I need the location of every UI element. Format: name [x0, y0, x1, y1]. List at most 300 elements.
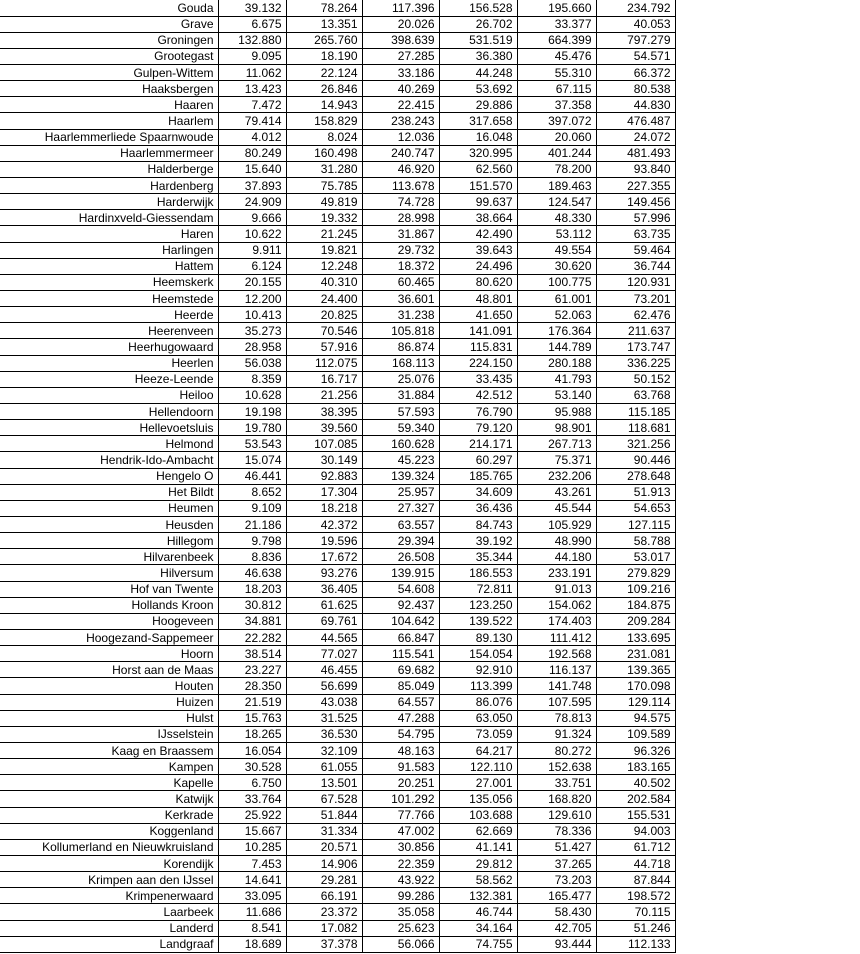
- municipality-name: Hillegom: [166, 533, 214, 548]
- municipality-name-cell: [0, 371, 218, 387]
- value-cell: 85.049: [362, 678, 439, 694]
- value-cell: 481.493: [596, 145, 675, 161]
- value-cell: 29.732: [362, 242, 439, 258]
- value-cell: 25.957: [362, 484, 439, 500]
- value-cell: 48.990: [517, 533, 596, 549]
- value-cell: 33.751: [517, 775, 596, 791]
- value-cell: 40.053: [596, 16, 675, 32]
- value-cell: 11.686: [218, 904, 286, 920]
- municipality-name-cell: [0, 500, 218, 516]
- municipality-name-cell: [0, 823, 218, 839]
- table-row: [0, 48, 675, 64]
- table-row: [0, 274, 675, 290]
- value-cell: 94.575: [596, 710, 675, 726]
- value-cell: 79.120: [439, 420, 517, 436]
- municipality-name: Groningen: [157, 33, 214, 48]
- value-cell: 91.013: [517, 581, 596, 597]
- value-cell: 14.641: [218, 872, 286, 888]
- value-cell: 94.003: [596, 823, 675, 839]
- municipality-name: Huizen: [176, 695, 214, 710]
- value-cell: 78.264: [286, 0, 362, 16]
- value-cell: 168.820: [517, 791, 596, 807]
- municipality-name: Hellevoetsluis: [139, 420, 214, 435]
- value-cell: 66.372: [596, 65, 675, 81]
- value-cell: 139.915: [362, 565, 439, 581]
- municipality-name-cell: [0, 48, 218, 64]
- municipality-name: Harderwijk: [156, 194, 214, 209]
- value-cell: 174.403: [517, 613, 596, 629]
- value-cell: 44.248: [439, 65, 517, 81]
- value-cell: 93.276: [286, 565, 362, 581]
- value-cell: 238.243: [362, 113, 439, 129]
- value-cell: 33.095: [218, 888, 286, 904]
- table-row: [0, 775, 675, 791]
- municipality-name: Krimpen aan den IJssel: [88, 872, 214, 887]
- value-cell: 7.453: [218, 855, 286, 871]
- value-cell: 240.747: [362, 145, 439, 161]
- value-cell: 158.829: [286, 113, 362, 129]
- value-cell: 74.728: [362, 194, 439, 210]
- value-cell: 127.115: [596, 517, 675, 533]
- value-cell: 80.249: [218, 145, 286, 161]
- value-cell: 66.847: [362, 629, 439, 645]
- value-cell: 10.413: [218, 307, 286, 323]
- table-row: [0, 258, 675, 274]
- municipality-name-cell: [0, 194, 218, 210]
- table-row: [0, 710, 675, 726]
- value-cell: 70.115: [596, 904, 675, 920]
- value-cell: 78.336: [517, 823, 596, 839]
- value-cell: 184.875: [596, 597, 675, 613]
- value-cell: 56.699: [286, 678, 362, 694]
- value-cell: 59.464: [596, 242, 675, 258]
- value-cell: 113.678: [362, 178, 439, 194]
- value-cell: 12.036: [362, 129, 439, 145]
- municipality-name: Hardenberg: [150, 178, 214, 193]
- municipality-name-cell: [0, 113, 218, 129]
- value-cell: 51.913: [596, 484, 675, 500]
- value-cell: 224.150: [439, 355, 517, 371]
- value-cell: 22.124: [286, 65, 362, 81]
- municipality-name-cell: [0, 97, 218, 113]
- value-cell: 67.528: [286, 791, 362, 807]
- value-cell: 80.272: [517, 742, 596, 758]
- value-cell: 40.310: [286, 274, 362, 290]
- municipality-name-cell: [0, 484, 218, 500]
- value-cell: 192.568: [517, 646, 596, 662]
- value-cell: 16.717: [286, 371, 362, 387]
- table-row: [0, 436, 675, 452]
- value-cell: 185.765: [439, 468, 517, 484]
- municipality-name-cell: [0, 549, 218, 565]
- value-cell: 19.332: [286, 210, 362, 226]
- table-row: [0, 178, 675, 194]
- value-cell: 43.261: [517, 484, 596, 500]
- municipality-name: Krimpenerwaard: [125, 888, 214, 903]
- value-cell: 63.050: [439, 710, 517, 726]
- value-cell: 92.437: [362, 597, 439, 613]
- municipality-name: Haarlemmerliede Spaarnwoude: [44, 130, 214, 145]
- value-cell: 48.801: [439, 291, 517, 307]
- value-cell: 38.664: [439, 210, 517, 226]
- value-cell: 46.455: [286, 662, 362, 678]
- value-cell: 211.637: [596, 323, 675, 339]
- value-cell: 20.825: [286, 307, 362, 323]
- value-cell: 227.355: [596, 178, 675, 194]
- value-cell: 7.472: [218, 97, 286, 113]
- value-cell: 186.553: [439, 565, 517, 581]
- value-cell: 104.642: [362, 613, 439, 629]
- value-cell: 51.246: [596, 920, 675, 936]
- value-cell: 46.744: [439, 904, 517, 920]
- value-cell: 96.326: [596, 742, 675, 758]
- value-cell: 90.446: [596, 452, 675, 468]
- value-cell: 8.359: [218, 371, 286, 387]
- value-cell: 231.081: [596, 646, 675, 662]
- value-cell: 6.124: [218, 258, 286, 274]
- value-cell: 80.620: [439, 274, 517, 290]
- value-cell: 35.273: [218, 323, 286, 339]
- value-cell: 321.256: [596, 436, 675, 452]
- value-cell: 36.744: [596, 258, 675, 274]
- municipality-name-cell: [0, 81, 218, 97]
- value-cell: 183.165: [596, 759, 675, 775]
- value-cell: 401.244: [517, 145, 596, 161]
- value-cell: 75.785: [286, 178, 362, 194]
- value-cell: 15.763: [218, 710, 286, 726]
- value-cell: 86.874: [362, 339, 439, 355]
- table-row: [0, 936, 675, 952]
- value-cell: 14.943: [286, 97, 362, 113]
- value-cell: 13.351: [286, 16, 362, 32]
- value-cell: 30.528: [218, 759, 286, 775]
- table-row: [0, 533, 675, 549]
- value-cell: 105.818: [362, 323, 439, 339]
- value-cell: 170.098: [596, 678, 675, 694]
- value-cell: 101.292: [362, 791, 439, 807]
- value-cell: 115.185: [596, 404, 675, 420]
- value-cell: 16.054: [218, 742, 286, 758]
- municipality-name: Haaksbergen: [142, 81, 214, 96]
- value-cell: 52.063: [517, 307, 596, 323]
- value-cell: 95.988: [517, 404, 596, 420]
- value-cell: 53.140: [517, 387, 596, 403]
- municipality-name-cell: [0, 517, 218, 533]
- value-cell: 64.217: [439, 742, 517, 758]
- value-cell: 57.593: [362, 404, 439, 420]
- municipality-name-cell: [0, 355, 218, 371]
- value-cell: 156.528: [439, 0, 517, 16]
- value-cell: 33.435: [439, 371, 517, 387]
- value-cell: 62.476: [596, 307, 675, 323]
- value-cell: 29.886: [439, 97, 517, 113]
- value-cell: 84.743: [439, 517, 517, 533]
- value-cell: 20.571: [286, 839, 362, 855]
- value-cell: 18.265: [218, 726, 286, 742]
- municipality-name-cell: [0, 678, 218, 694]
- value-cell: 17.672: [286, 549, 362, 565]
- municipality-name-cell: [0, 533, 218, 549]
- value-cell: 99.286: [362, 888, 439, 904]
- value-cell: 18.203: [218, 581, 286, 597]
- value-cell: 107.595: [517, 694, 596, 710]
- table-row: [0, 742, 675, 758]
- value-cell: 10.285: [218, 839, 286, 855]
- value-cell: 78.813: [517, 710, 596, 726]
- value-cell: 36.405: [286, 581, 362, 597]
- value-cell: 39.192: [439, 533, 517, 549]
- municipality-name-cell: [0, 129, 218, 145]
- value-cell: 14.906: [286, 855, 362, 871]
- municipality-name: Korendijk: [163, 856, 214, 871]
- value-cell: 44.180: [517, 549, 596, 565]
- value-cell: 31.884: [362, 387, 439, 403]
- value-cell: 48.330: [517, 210, 596, 226]
- value-cell: 77.027: [286, 646, 362, 662]
- value-cell: 118.681: [596, 420, 675, 436]
- municipality-name: Heemskerk: [152, 275, 214, 290]
- value-cell: 36.530: [286, 726, 362, 742]
- value-cell: 58.430: [517, 904, 596, 920]
- table-row: [0, 323, 675, 339]
- municipality-name-cell: [0, 404, 218, 420]
- value-cell: 12.248: [286, 258, 362, 274]
- municipality-name: Haren: [180, 227, 214, 242]
- municipality-name: Halderberge: [147, 162, 214, 177]
- value-cell: 123.250: [439, 597, 517, 613]
- table-row: [0, 678, 675, 694]
- value-cell: 115.541: [362, 646, 439, 662]
- table-row: [0, 129, 675, 145]
- value-cell: 17.082: [286, 920, 362, 936]
- table-row: [0, 613, 675, 629]
- table-row: [0, 355, 675, 371]
- municipality-name-cell: [0, 436, 218, 452]
- value-cell: 111.412: [517, 629, 596, 645]
- value-cell: 25.076: [362, 371, 439, 387]
- table-row: [0, 371, 675, 387]
- value-cell: 21.519: [218, 694, 286, 710]
- value-cell: 132.880: [218, 32, 286, 48]
- value-cell: 61.055: [286, 759, 362, 775]
- municipality-name: Grave: [180, 17, 214, 32]
- value-cell: 45.544: [517, 500, 596, 516]
- table-row: [0, 194, 675, 210]
- municipality-name: Kampen: [168, 759, 214, 774]
- municipality-name: Hoorn: [180, 646, 214, 661]
- value-cell: 4.012: [218, 129, 286, 145]
- value-cell: 109.216: [596, 581, 675, 597]
- value-cell: 531.519: [439, 32, 517, 48]
- value-cell: 267.713: [517, 436, 596, 452]
- municipality-name-cell: [0, 226, 218, 242]
- municipality-name-cell: [0, 65, 218, 81]
- municipality-name: Heerhugowaard: [128, 340, 214, 355]
- municipality-name-cell: [0, 694, 218, 710]
- value-cell: 46.920: [362, 161, 439, 177]
- value-cell: 9.109: [218, 500, 286, 516]
- municipality-name: Haarlemmermeer: [120, 146, 214, 161]
- table-row: [0, 113, 675, 129]
- value-cell: 92.910: [439, 662, 517, 678]
- value-cell: 22.359: [362, 855, 439, 871]
- value-cell: 15.667: [218, 823, 286, 839]
- value-cell: 22.415: [362, 97, 439, 113]
- table-row: [0, 629, 675, 645]
- value-cell: 33.377: [517, 16, 596, 32]
- value-cell: 74.755: [439, 936, 517, 952]
- value-cell: 30.149: [286, 452, 362, 468]
- value-cell: 39.132: [218, 0, 286, 16]
- table-row: [0, 839, 675, 855]
- value-cell: 165.477: [517, 888, 596, 904]
- value-cell: 107.085: [286, 436, 362, 452]
- municipality-name-cell: [0, 629, 218, 645]
- municipality-name: Heusden: [165, 517, 214, 532]
- table-row: [0, 920, 675, 936]
- table-row: [0, 161, 675, 177]
- value-cell: 129.610: [517, 807, 596, 823]
- value-cell: 9.095: [218, 48, 286, 64]
- municipality-name: Horst aan de Maas: [112, 662, 214, 677]
- municipality-name-cell: [0, 420, 218, 436]
- value-cell: 40.269: [362, 81, 439, 97]
- value-cell: 8.836: [218, 549, 286, 565]
- value-cell: 9.666: [218, 210, 286, 226]
- value-cell: 112.075: [286, 355, 362, 371]
- table-row: [0, 32, 675, 48]
- municipality-name: Kaag en Braassem: [111, 743, 214, 758]
- value-cell: 89.130: [439, 629, 517, 645]
- value-cell: 21.245: [286, 226, 362, 242]
- value-cell: 31.525: [286, 710, 362, 726]
- value-cell: 26.702: [439, 16, 517, 32]
- value-cell: 44.718: [596, 855, 675, 871]
- value-cell: 20.060: [517, 129, 596, 145]
- value-cell: 53.017: [596, 549, 675, 565]
- value-cell: 664.399: [517, 32, 596, 48]
- value-cell: 46.441: [218, 468, 286, 484]
- value-cell: 15.074: [218, 452, 286, 468]
- value-cell: 6.750: [218, 775, 286, 791]
- value-cell: 28.998: [362, 210, 439, 226]
- value-cell: 31.280: [286, 161, 362, 177]
- value-cell: 280.188: [517, 355, 596, 371]
- value-cell: 62.560: [439, 161, 517, 177]
- value-cell: 91.324: [517, 726, 596, 742]
- value-cell: 60.297: [439, 452, 517, 468]
- municipality-name: Heerenveen: [148, 323, 214, 338]
- municipality-name: Hoogeveen: [152, 614, 214, 629]
- value-cell: 54.795: [362, 726, 439, 742]
- municipality-name: Gouda: [177, 0, 214, 15]
- municipality-name-cell: [0, 291, 218, 307]
- table-row: [0, 726, 675, 742]
- municipality-name-cell: [0, 920, 218, 936]
- value-cell: 151.570: [439, 178, 517, 194]
- municipality-name-cell: [0, 775, 218, 791]
- value-cell: 64.557: [362, 694, 439, 710]
- municipality-name: Houten: [174, 678, 214, 693]
- value-cell: 27.285: [362, 48, 439, 64]
- table-row: [0, 597, 675, 613]
- municipality-name: Haaren: [174, 97, 214, 112]
- value-cell: 168.113: [362, 355, 439, 371]
- value-cell: 34.164: [439, 920, 517, 936]
- value-cell: 124.547: [517, 194, 596, 210]
- value-cell: 13.501: [286, 775, 362, 791]
- value-cell: 37.893: [218, 178, 286, 194]
- value-cell: 133.695: [596, 629, 675, 645]
- value-cell: 36.601: [362, 291, 439, 307]
- value-cell: 76.790: [439, 404, 517, 420]
- value-cell: 112.133: [596, 936, 675, 952]
- table-row: [0, 387, 675, 403]
- value-cell: 18.218: [286, 500, 362, 516]
- value-cell: 93.444: [517, 936, 596, 952]
- municipality-name: Hollands Kroon: [131, 598, 214, 613]
- value-cell: 141.748: [517, 678, 596, 694]
- table-row: [0, 823, 675, 839]
- municipality-name: Laarbeek: [163, 904, 214, 919]
- municipality-name-cell: [0, 323, 218, 339]
- value-cell: 195.660: [517, 0, 596, 16]
- table-row: [0, 210, 675, 226]
- value-cell: 24.496: [439, 258, 517, 274]
- value-cell: 233.191: [517, 565, 596, 581]
- value-cell: 22.282: [218, 629, 286, 645]
- municipality-name-cell: [0, 307, 218, 323]
- value-cell: 202.584: [596, 791, 675, 807]
- value-cell: 80.538: [596, 81, 675, 97]
- value-cell: 57.916: [286, 339, 362, 355]
- value-cell: 87.844: [596, 872, 675, 888]
- table-row: [0, 581, 675, 597]
- value-cell: 61.001: [517, 291, 596, 307]
- value-cell: 69.682: [362, 662, 439, 678]
- value-cell: 42.372: [286, 517, 362, 533]
- value-cell: 25.922: [218, 807, 286, 823]
- municipality-name-cell: [0, 468, 218, 484]
- municipality-name: Hengelo O: [156, 469, 214, 484]
- municipality-name-cell: [0, 791, 218, 807]
- value-cell: 209.284: [596, 613, 675, 629]
- municipality-name: Landgraaf: [159, 937, 214, 952]
- value-cell: 92.883: [286, 468, 362, 484]
- value-cell: 154.054: [439, 646, 517, 662]
- municipality-name: Katwijk: [175, 791, 214, 806]
- municipality-name: Heerlen: [171, 356, 214, 371]
- value-cell: 279.829: [596, 565, 675, 581]
- value-cell: 41.793: [517, 371, 596, 387]
- value-cell: 19.596: [286, 533, 362, 549]
- municipality-name: Kollumerland en Nieuwkruisland: [42, 840, 214, 855]
- value-cell: 33.186: [362, 65, 439, 81]
- value-cell: 160.628: [362, 436, 439, 452]
- value-cell: 50.152: [596, 371, 675, 387]
- value-cell: 56.038: [218, 355, 286, 371]
- municipality-name: Helmond: [165, 436, 214, 451]
- table-row: [0, 662, 675, 678]
- municipality-name-cell: [0, 161, 218, 177]
- table-row: [0, 500, 675, 516]
- municipality-name-cell: [0, 339, 218, 355]
- value-cell: 63.735: [596, 226, 675, 242]
- municipality-name: IJsselstein: [157, 727, 214, 742]
- value-cell: 176.364: [517, 323, 596, 339]
- municipality-name-cell: [0, 258, 218, 274]
- value-cell: 13.423: [218, 81, 286, 97]
